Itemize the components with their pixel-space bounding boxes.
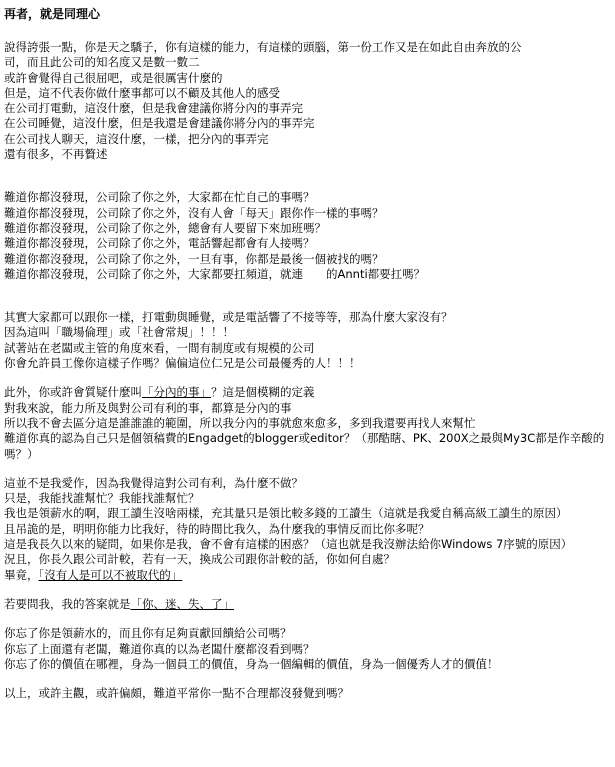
paragraph-5 xyxy=(4,476,611,583)
text-line: 說得誇張一點，你是天之驕子，你有這樣的能力，有這樣的頭腦，第一份工作又是在如此自由奔放的公 xyxy=(4,40,522,54)
text-segment: 此外，你或許會質疑什麼叫 xyxy=(4,385,142,400)
text-line: 在公司睡覺，這沒什麼，但是我還是會建議你將分內的事弄完 xyxy=(4,116,315,131)
paragraph-2 xyxy=(4,190,611,282)
text-segment: ？這是個模糊的定義 xyxy=(211,385,315,400)
text-line: 司，而且此公司的知名度又是數一數二 xyxy=(4,55,200,70)
underlined-phrase: 「你、迷、失、了」 xyxy=(130,596,234,611)
text-line: 你忘了你是領薪水的，而且你有足夠貢獻回饋給公司嗎？ xyxy=(4,626,292,641)
text-line: 且吊詭的是，明明你能力比我好，待的時間比我久，為什麼我的事情反而比你多呢？ xyxy=(4,521,430,536)
text-line xyxy=(4,568,611,583)
text-line xyxy=(4,385,611,400)
text-line: 難道你都沒發現，公司除了你之外，沒有人會「每天」跟你作一樣的事嗎？ xyxy=(4,205,384,220)
text-line xyxy=(4,597,611,612)
text-line: 或許會覺得自己很屈吧，或是很厲害什麼的 xyxy=(4,70,223,85)
text-line: 難道你都沒發現，公司除了你之外，一旦有事，你都是最後一個被找的嗎？ xyxy=(4,251,384,266)
text-line: 我也是領薪水的啊，跟工讀生沒啥兩樣，充其量只是領比較多錢的工讀生（這就是我愛自稱高級工讀生的原因） xyxy=(4,506,568,521)
section-title: 再者，就是同理心 xyxy=(4,7,101,21)
paragraph-1 xyxy=(4,40,611,162)
text-line: 試著站在老闆或主管的角度來看，一間有制度或有規模的公司 xyxy=(4,340,315,355)
text-line: 你忘了上面還有老闆，難道你真的以為老闆什麼都沒看到嗎？ xyxy=(4,641,315,656)
text-line: 所以我不會去區分這是誰誰誰的範圍，所以我分內的事就愈來愈多，多到我還要再找人來幫忙 xyxy=(4,415,476,430)
text-line: 難道你都沒發現，公司除了你之外，電話響起都會有人接嗎？ xyxy=(4,236,315,251)
text-line: 對我來說，能力所及與對公司有利的事，都算是分內的事 xyxy=(4,400,292,415)
text-line: 你會允許員工像你這樣子作嗎？偏偏這位仁兄是公司最優秀的人！！！ xyxy=(4,356,361,371)
text-line: 況且，你長久跟公司計較，若有一天，換成公司跟你計較的話，你如何自處？ xyxy=(4,552,395,567)
text-line: 只是，我能找誰幫忙？我能找誰幫忙？ xyxy=(4,491,200,506)
text-line: 還有很多，不再贅述 xyxy=(4,147,108,162)
text-line: 因為這叫「職場倫理」或「社會常規」！！！ xyxy=(4,325,234,340)
text-line: 你忘了你的價值在哪裡，身為一個員工的價值，身為一個編輯的價值，身為一個優秀人才的價值！ xyxy=(4,656,499,671)
text-line: 但是，這不代表你做什麼事都可以不顧及其他人的感受 xyxy=(4,85,280,100)
text-line: 以上，或許主觀，或許偏頗，難道平常你一點不合理都沒發覺到嗎？ xyxy=(4,686,349,701)
paragraph-4 xyxy=(4,385,611,461)
text-line: 其實大家都可以跟你一樣，打電動與睡覺，或是電話響了不接等等，那為什麼大家沒有？ xyxy=(4,310,453,325)
paragraph-3 xyxy=(4,310,611,371)
text-line: 這並不是我愛作，因為我覺得這對公司有利，為什麼不做？ xyxy=(4,475,303,490)
paragraph-6 xyxy=(4,597,611,612)
paragraph-7 xyxy=(4,626,611,672)
text-line: 難道你都沒發現，公司除了你之外，總會有人要留下來加班嗎？ xyxy=(4,220,326,235)
paragraph-8 xyxy=(4,686,611,701)
text-segment: 若要問我，我的答案就是 xyxy=(4,596,131,611)
text-line: 難道你真的認為自己只是個領稿費的Engadget的blogger或editor？（那酷瞎、PK、200X之最與My3C都是作辛酸的嗎？） xyxy=(4,431,605,461)
text-line: 難道你都沒發現，公司除了你之外，大家都在忙自己的事嗎？ xyxy=(4,190,315,205)
text-segment: 畢竟， xyxy=(4,567,39,582)
text-line: 在公司找人聊天，這沒什麼，一樣，把分內的事弄完 xyxy=(4,131,269,146)
text-line: 難道你都沒發現，公司除了你之外，大家都要扛頻道，就連 的Annti都要扛嗎？ xyxy=(4,266,426,281)
text-line: 這是我長久以來的疑問，如果你是我，會不會有這樣的困惑？（這也就是我沒辦法給你Windows 7序號的原因） xyxy=(4,537,573,552)
text-line: 在公司打電動，這沒什麼，但是我會建議你將分內的事弄完 xyxy=(4,101,303,116)
underlined-phrase: 「分內的事」 xyxy=(142,385,211,400)
underlined-phrase: 「沒有人是可以不被取代的」 xyxy=(38,567,183,582)
